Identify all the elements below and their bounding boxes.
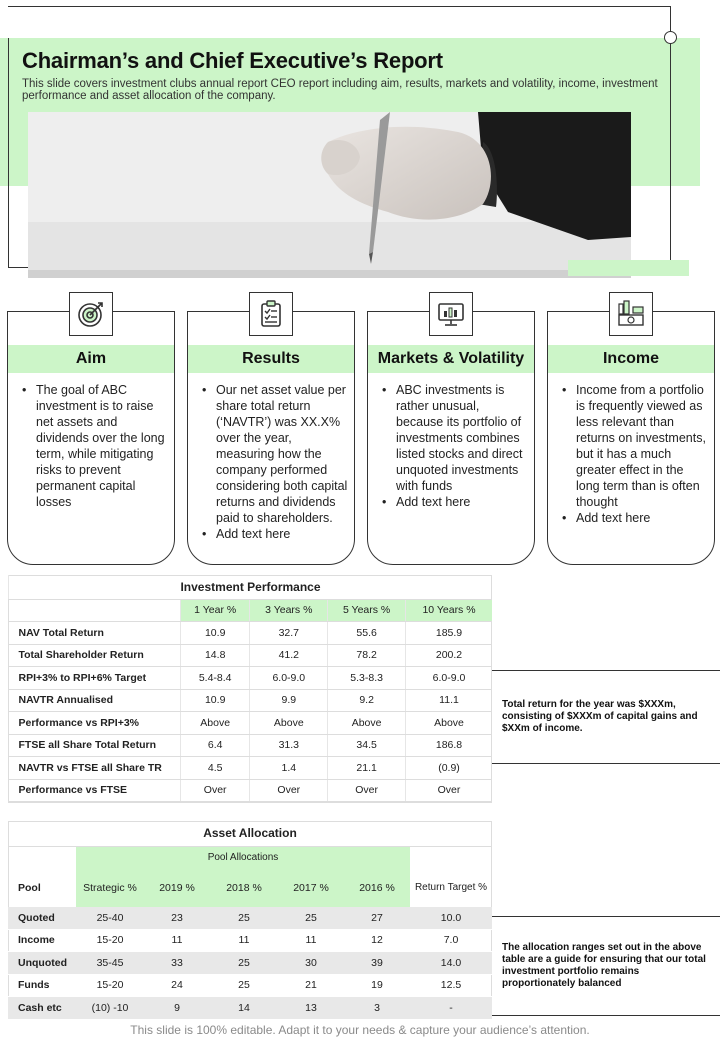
asset-allocation-table	[8, 821, 492, 1020]
cell: 11.1	[406, 689, 492, 712]
card-bullet: • The goal of ABC investment is to raise net assets and dividends over the long term, while mitigating risks to prevent permanent capital losses	[22, 382, 168, 510]
cell: Above	[181, 712, 250, 735]
cell: 6.0-9.0	[250, 667, 328, 690]
cell: 23	[144, 907, 210, 930]
column-header: 5 Years %	[328, 599, 406, 622]
row-label: Quoted	[8, 907, 76, 930]
cell: 33	[144, 952, 210, 975]
cell: 7.0	[410, 929, 492, 952]
cell: Above	[406, 712, 492, 735]
performance-note: Total return for the year was $XXXm, consisting of $XXXm of capital gains and $XXm of income.	[492, 670, 720, 764]
blank-cell	[8, 846, 76, 869]
card-title: Markets & Volatility	[368, 345, 534, 373]
allocation-note: The allocation ranges set out in the above table are a guide for ensuring that our total investment portfolio remains proportionately balanced	[492, 916, 720, 1016]
table-row	[9, 757, 493, 780]
cell: 25	[210, 907, 278, 930]
cell: 39	[344, 952, 410, 975]
table-row	[8, 907, 492, 930]
cell: Over	[181, 779, 250, 802]
table-row	[9, 644, 493, 667]
row-label: NAV Total Return	[9, 622, 181, 645]
row-label: RPI+3% to RPI+6% Target	[9, 667, 181, 690]
column-header: 2017 %	[278, 869, 344, 907]
cell: 9	[144, 997, 210, 1020]
cell: 4.5	[181, 757, 250, 780]
row-label: NAVTR Annualised	[9, 689, 181, 712]
cell: 11	[144, 929, 210, 952]
clipboard-icon	[249, 292, 293, 336]
cell: 9.2	[328, 689, 406, 712]
table-row	[9, 712, 493, 735]
card-bullet: • Add text here	[562, 510, 708, 526]
column-header: 1 Year %	[181, 599, 250, 622]
column-header: 2016 %	[344, 869, 410, 907]
frame-dot	[664, 31, 677, 44]
group-header: Pool Allocations	[76, 846, 410, 869]
card-title: Aim	[8, 345, 174, 373]
row-label: Funds	[8, 974, 76, 997]
writing-hand-photo	[28, 112, 631, 278]
row-label: Unquoted	[8, 952, 76, 975]
cell: 31.3	[250, 734, 328, 757]
cell: 6.0-9.0	[406, 667, 492, 690]
cell: 10.0	[410, 907, 492, 930]
cell: 186.8	[406, 734, 492, 757]
table-row	[8, 929, 492, 952]
table-row	[9, 734, 493, 757]
investment-performance-table	[8, 575, 492, 802]
cell: 10.9	[181, 689, 250, 712]
card-title: Results	[188, 345, 354, 373]
card-bullet: • ABC investments is rather unusual, because its portfolio of investments combines listed stocks and direct unquoted investments with funds	[382, 382, 528, 494]
table-row	[8, 952, 492, 975]
cell: 5.4-8.4	[181, 667, 250, 690]
table-row	[9, 667, 493, 690]
cell: 9.9	[250, 689, 328, 712]
column-header: 3 Years %	[250, 599, 328, 622]
row-label: Total Shareholder Return	[9, 644, 181, 667]
card-income	[547, 311, 715, 565]
cell: 27	[344, 907, 410, 930]
card-markets-volatility	[367, 311, 535, 565]
cell: 32.7	[250, 622, 328, 645]
cell: 5.3-8.3	[328, 667, 406, 690]
row-label: FTSE all Share Total Return	[9, 734, 181, 757]
card-aim	[7, 311, 175, 565]
cell: (0.9)	[406, 757, 492, 780]
table-row	[9, 689, 493, 712]
table-row	[8, 974, 492, 997]
corner-cell	[9, 599, 181, 622]
page-title: Chairman’s and Chief Executive’s Report	[22, 48, 443, 73]
cell: 12.5	[410, 974, 492, 997]
row-label: NAVTR vs FTSE all Share TR	[9, 757, 181, 780]
cell: 200.2	[406, 644, 492, 667]
cell: 30	[278, 952, 344, 975]
cell: 14.0	[410, 952, 492, 975]
card-results	[187, 311, 355, 565]
right-frame-line	[670, 6, 671, 32]
table-row	[9, 779, 493, 802]
cell: 12	[344, 929, 410, 952]
cell: 25-40	[76, 907, 144, 930]
monitor-chart-icon	[429, 292, 473, 336]
cell: 13	[278, 997, 344, 1020]
cell: Over	[328, 779, 406, 802]
table-row	[9, 622, 493, 645]
blank-cell	[410, 846, 492, 869]
table-title: Investment Performance	[9, 575, 493, 599]
cell: Over	[406, 779, 492, 802]
column-header: Return Target %	[414, 882, 488, 893]
cell: 41.2	[250, 644, 328, 667]
cell: 55.6	[328, 622, 406, 645]
cell: 6.4	[181, 734, 250, 757]
cell: 25	[210, 952, 278, 975]
cell: 21	[278, 974, 344, 997]
cell: 34.5	[328, 734, 406, 757]
cell: 21.1	[328, 757, 406, 780]
table-title: Asset Allocation	[8, 821, 492, 846]
card-bullet: • Income from a portfolio is frequently viewed as less relevant than returns on investments, but it has a much greater effect in the long term than is often thought	[562, 382, 708, 510]
cell: (10) -10	[76, 997, 144, 1020]
cell: 78.2	[328, 644, 406, 667]
cell: 10.9	[181, 622, 250, 645]
money-icon	[609, 292, 653, 336]
column-header: 2018 %	[210, 869, 278, 907]
column-header: 10 Years %	[406, 599, 492, 622]
cell: Above	[328, 712, 406, 735]
photo-accent-bar	[568, 260, 689, 276]
footer-text: This slide is 100% editable. Adapt it to your needs & capture your audience’s attention.	[130, 1023, 590, 1037]
column-header: 2019 %	[144, 869, 210, 907]
cell: Above	[250, 712, 328, 735]
column-header: Strategic %	[76, 869, 144, 907]
cell: 25	[278, 907, 344, 930]
cell: 11	[210, 929, 278, 952]
card-bullet: • Add text here	[382, 494, 528, 510]
card-bullet: • Add text here	[202, 526, 348, 542]
cell: 15-20	[76, 974, 144, 997]
row-label: Cash etc	[8, 997, 76, 1020]
cell: 11	[278, 929, 344, 952]
cell: 24	[144, 974, 210, 997]
top-frame-line	[8, 6, 671, 7]
cell: 185.9	[406, 622, 492, 645]
cell: 14.8	[181, 644, 250, 667]
table-row	[8, 997, 492, 1020]
cell: 25	[210, 974, 278, 997]
page-subtitle: This slide covers investment clubs annual report CEO report including aim, results, markets and volatility, income, investment performance and asset allocation of the company.	[22, 78, 658, 102]
card-title: Income	[548, 345, 714, 373]
cell: 1.4	[250, 757, 328, 780]
cell: 14	[210, 997, 278, 1020]
pool-header: Pool	[18, 881, 41, 894]
cell: 19	[344, 974, 410, 997]
cell: Over	[250, 779, 328, 802]
row-label: Income	[8, 929, 76, 952]
cell: -	[410, 997, 492, 1020]
cell: 15-20	[76, 929, 144, 952]
target-icon	[69, 292, 113, 336]
row-label: Performance vs RPI+3%	[9, 712, 181, 735]
card-bullet: • Our net asset value per share total return (‘NAVTR’) was XX.X% over the year, measuring how the company performed considering both capital returns and dividends paid to shareholders.	[202, 382, 348, 526]
cell: 35-45	[76, 952, 144, 975]
row-label: Performance vs FTSE	[9, 779, 181, 802]
cell: 3	[344, 997, 410, 1020]
